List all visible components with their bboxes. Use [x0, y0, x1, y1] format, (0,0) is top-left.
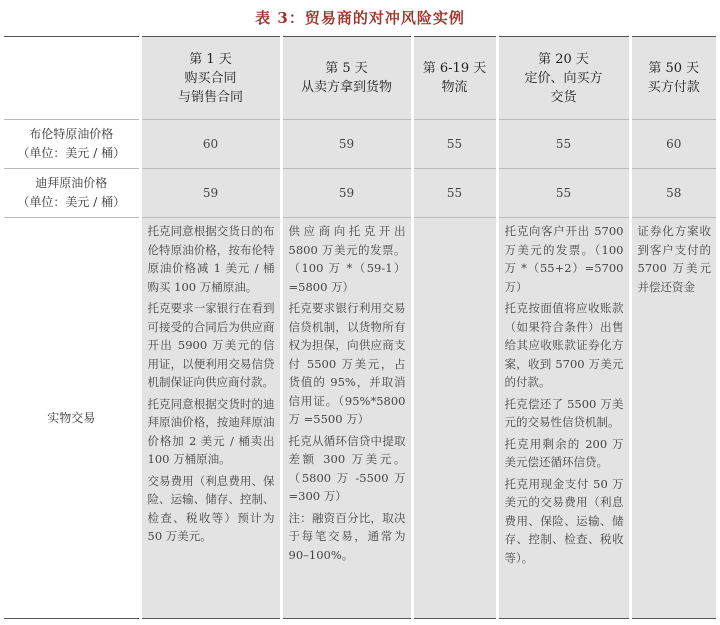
paragraph: 注：融资百分比，取决于每笔交易，通常为 90–100%。	[288, 510, 406, 562]
paragraph: 托克要求银行利用交易信贷机制，以货物所有权为担保，向供应商支付 5500 万美元，占货值的 95%，并取消信用证。（95%*5800 万 =5500 万）	[288, 301, 406, 426]
paragraph: 托克偿还了 5500 万美元的交易性信贷机制。	[504, 396, 624, 429]
brent-price-row	[4, 120, 716, 169]
physical-day1-cell	[140, 218, 281, 619]
header-day1: 第 1 天 购买合同 与销售合同	[140, 37, 281, 120]
paragraph: 供应商向托克开出 5800 万美元的发票。（100 万 *（59-1）=5800 万）	[288, 224, 406, 294]
paragraph: 托克同意根据交货时的迪拜原油价格，按迪拜原油价格加 2 美元 / 桶卖出 100 万桶原油。	[147, 396, 275, 466]
header-day50: 第 50 天 买方付款	[630, 37, 716, 120]
paragraph: 证券化方案收到客户支付的 5700 万美元并偿还资金	[637, 224, 711, 294]
table-cell: 59	[140, 169, 281, 218]
row-label-dubai: 迪拜原油价格 （单位：美元 / 桶）	[4, 169, 140, 218]
paragraph: 托克要求一家银行在看到可接受的合同后为供应商开出 5900 万美元的信用证，以便利用交易信贷机制保证向供应商付款。	[147, 301, 275, 389]
table-cell: 59	[281, 169, 412, 218]
header-day20: 第 20 天 定价、向买方 交货	[497, 37, 630, 120]
table-cell: 55	[412, 120, 497, 169]
header-corner	[4, 37, 140, 120]
physical-day20-cell	[497, 218, 630, 619]
header-row	[4, 37, 716, 120]
table-cell: 60	[140, 120, 281, 169]
paragraph: 托克用剩余的 200 万美元偿还循环信贷。	[504, 436, 624, 469]
table-cell: 55	[412, 169, 497, 218]
paragraph: 交易费用（利息费用、保险、运输、储存、控制、检查、税收等）预计为 50 万美元。	[147, 473, 275, 543]
header-day6-19: 第 6-19 天 物流	[412, 37, 497, 120]
paragraph: 托克同意根据交货日的布伦特原油价格，按布伦特原油价格减 1 美元 / 桶购买 100 万桶原油。	[147, 224, 275, 294]
header-day5: 第 5 天 从卖方拿到货物	[281, 37, 412, 120]
row-label-physical: 实物交易	[4, 218, 140, 619]
hedging-table	[4, 36, 716, 619]
paragraph: 托克用现金支付 50 万美元的交易费用（利息费用、保险、运输、储存、控制、检查、税收等）。	[504, 476, 624, 565]
table-cell: 55	[497, 120, 630, 169]
table-cell: 58	[630, 169, 716, 218]
table-cell: 60	[630, 120, 716, 169]
table-cell: 55	[497, 169, 630, 218]
physical-day6-19-cell	[412, 218, 497, 619]
paragraph: 托克向客户开出 5700 万美元的发票。（100 万 *（55+2）=5700 万）	[504, 224, 624, 294]
physical-trade-row	[4, 218, 716, 619]
dubai-price-row	[4, 169, 716, 218]
paragraph: 托克从循环信贷中提取差额 300 万美元。（5800 万 -5500 万 =300 万）	[288, 433, 406, 503]
physical-day5-cell	[281, 218, 412, 619]
physical-day50-cell	[630, 218, 716, 619]
table-cell: 59	[281, 120, 412, 169]
row-label-brent: 布伦特原油价格 （单位：美元 / 桶）	[4, 120, 140, 169]
table-title: 表 3：贸易商的对冲风险实例	[255, 9, 465, 27]
paragraph: 托克按面值将应收账款（如果符合条件）出售给其应收账款证券化方案，收到 5700 万美元的付款。	[504, 301, 624, 389]
